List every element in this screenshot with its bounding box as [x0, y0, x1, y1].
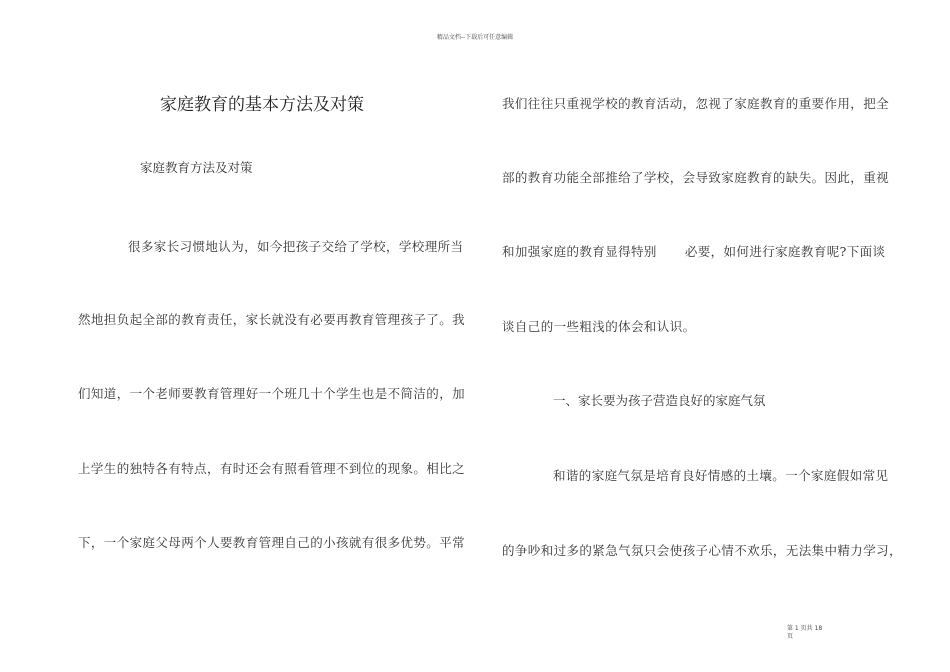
paragraph-line: 们知道，一个老师要教育管理好一个班几十个学生也是不简洁的，加 [78, 386, 466, 401]
page-number-line: 第 1 页共 18 [787, 625, 823, 632]
page-number-line: 页 [787, 633, 794, 640]
section-heading: 一、家长要为孩子营造良好的家庭气氛 [553, 393, 766, 408]
paragraph-line-part: 和加强家庭的教育显得特别 [502, 244, 657, 259]
paragraph-line: 下，一个家庭父母两个人要教育管理自己的小孩就有很多优势。平常 [78, 535, 466, 550]
paragraph-line [502, 242, 885, 260]
right-column [475, 0, 950, 672]
paragraph-line: 谈自己的一些粗浅的体会和认识。 [502, 319, 696, 334]
paragraph-line: 和谐的家庭气氛是培育良好情感的土壤。一个家庭假如常见 [553, 468, 889, 483]
paragraph-line: 我们往往只重视学校的教育活动，忽视了家庭教育的重要作用，把全 [502, 96, 890, 111]
document-title: 家庭教育的基本方法及对策 [160, 95, 364, 115]
document-subtitle: 家庭教育方法及对策 [140, 160, 253, 175]
header-watermark: 精品文档--下载后可任意编辑 [436, 34, 514, 41]
paragraph-line: 很多家长习惯地认为，如今把孩子交给了学校，学校理所当 [128, 239, 464, 254]
paragraph-line: 然地担负起全部的教育责任，家长就没有必要再教育管理孩子了。我 [78, 312, 466, 327]
paragraph-line: 的争吵和过多的紧急气氛只会使孩子心情不欢乐，无法集中精力学习， [502, 543, 902, 558]
page-number [787, 625, 835, 641]
paragraph-line: 部的教育功能全部推给了学校，会导致家庭教育的缺失。因此，重视 [502, 170, 890, 185]
paragraph-line-part: 必要，如何进行家庭教育呢?下面谈 [684, 244, 886, 259]
paragraph-line: 上学生的独特各有特点，有时还会有照看管理不到位的现象。相比之 [78, 461, 466, 476]
